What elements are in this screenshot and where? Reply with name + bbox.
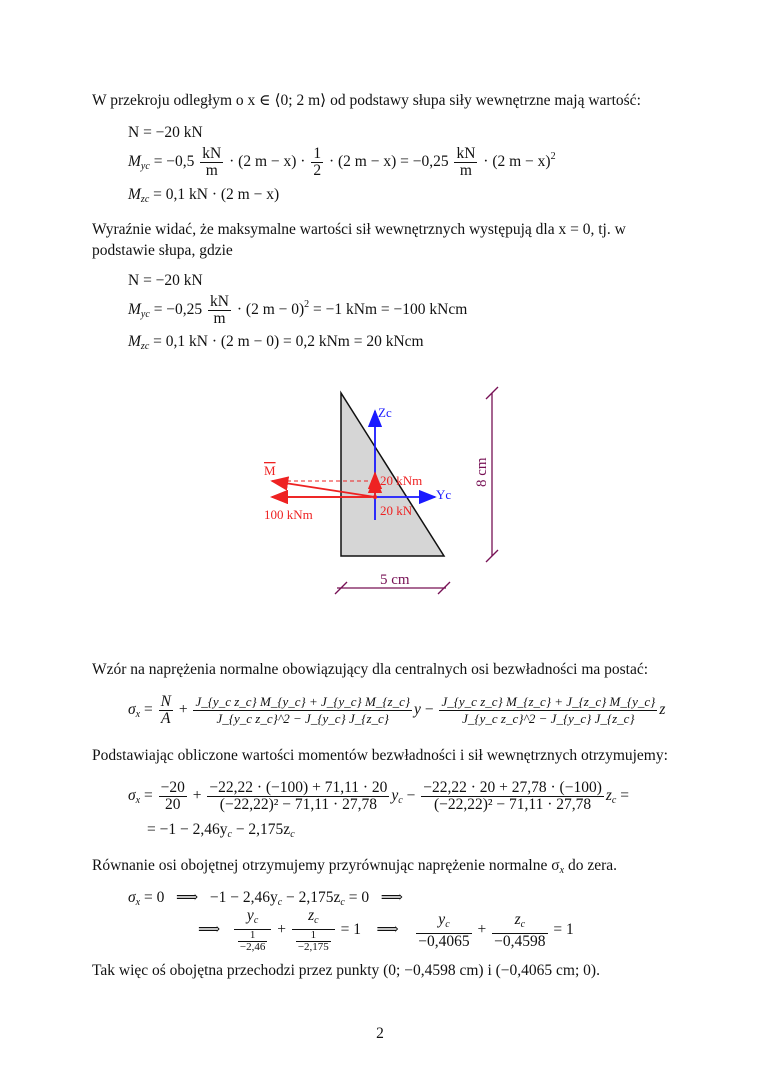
subst-intro-text: Podstawiając obliczone wartości momentów bezwładności i sił wewnętrznych otrzymujemy: bbox=[92, 747, 668, 764]
label-20kn: 20 kN bbox=[380, 503, 413, 518]
label-yc: Yc bbox=[436, 487, 452, 502]
subst-line-2: = $-1 - 2,46y_c - 2,175z_c$ bbox=[147, 821, 295, 840]
middle-text: Wyraźnie widać, że maksymalne wartości sił wewnętrznych występują dla x = 0, tj. w podstawie słupa, gdzie bbox=[92, 221, 626, 259]
conclusion-text: Tak więc oś obojętna przechodzi przez punkty (0; −0,4598 cm) i (−0,4065 cm; 0). bbox=[92, 962, 600, 979]
stress-formula: $\sigma_x$ = $\frac{N}{A}$ + $\frac{\text{J\_\{y\_c z\_c\} M\_\{y\_c\} + J\_\{y\_c\} M\_\{z\_c\}}}{\text{J\_\{y\_c z\_c\}\textasciicircum{}2 − J\_\{y\_c\} J\_\{z\_c\}}}$ y − $\frac{\text{J\_\{y\_c z\_c\} M\_\{z\_c\} + J\_\{z\_c\} M\_\{y\_c\}}}{\text{J\_\{y\_c z\_c\}\textasciicircum{}2 − J\_\{y\_c\} J\_\{z\_c\}}}$ z bbox=[128, 693, 666, 727]
stress-intro-text: Wzór na naprężenia normalne obowiązujący dla centralnych osi bezwładności ma postać: bbox=[92, 661, 649, 678]
force-point bbox=[373, 495, 377, 499]
eq-n-2: N = −20 kN bbox=[128, 272, 203, 289]
label-zc: Zc bbox=[378, 405, 392, 420]
label-20knm: 20 kNm bbox=[380, 473, 423, 488]
neutral-line-2: ⟹ $\frac{y_c}{\frac{1}{-2,46}}$ + $\frac{z_c}{\frac{1}{-2,175}}$ = 1 ⟹ $\frac{y_c}{-0,4065}$ + $\frac{z_c}{-0,4598}$ = 1 bbox=[198, 907, 574, 953]
eq-myc-2: $M_{yc} = -0,25$ $\frac{kN}{m}$ · (2 m − 0)$^2$ = −1 kNm = −100 kNcm bbox=[128, 293, 468, 327]
cross-section-figure bbox=[240, 375, 510, 600]
label-m: M bbox=[264, 463, 276, 478]
eq-mzc-2: $M_{zc} = 0,1$ kN · (2 m − 0) = 0,2 kNm = 20 kNcm bbox=[128, 333, 424, 352]
page-number: 2 bbox=[376, 1025, 384, 1042]
dim-width-label: 5 cm bbox=[380, 572, 410, 588]
eq-mzc-1: $M_{zc} = 0,1$ kN · (2 m − x) bbox=[128, 186, 280, 205]
neutral-intro-text: Równanie osi obojętnej otrzymujemy przyrównując naprężenie normalne $\sigma_x$ do zera. bbox=[92, 857, 617, 876]
eq-myc-1: $M_{yc} = -0,5$ $\frac{kN}{m}$ · (2 m − x) · $\frac{1}{2}$ · (2 m − x) = −0,25 $\frac{kN}{m}$ · (2 m − x)$^2$ bbox=[128, 145, 556, 179]
label-100knm: 100 kNm bbox=[264, 507, 313, 522]
intro-text: W przekroju odległym o x ∈ ⟨0; 2 m⟩ od podstawy słupa siły wewnętrzne mają wartość: bbox=[92, 92, 641, 109]
dim-height-label: 8 cm bbox=[474, 457, 490, 487]
eq-n-1: N = −20 kN bbox=[128, 124, 203, 141]
neutral-line-1: $\sigma_x = 0$ ⟹ $-1 - 2,46y_c - 2,175z_c = 0$ ⟹ bbox=[128, 889, 403, 908]
subst-line-1: $\sigma_x$ = $\frac{-20}{20}$ + $\frac{-22,22 \cdot (-100) + 71,11 \cdot 20}{\text{(−22,22)² − 71,11 · 27,78}}$ $y_c$ − $\frac{-22,22 \cdot 20 + 27,78 \cdot (-100)}{\text{(−22,22)² − 71,11 · 27,78}}$ $z_c$ = bbox=[128, 779, 629, 813]
